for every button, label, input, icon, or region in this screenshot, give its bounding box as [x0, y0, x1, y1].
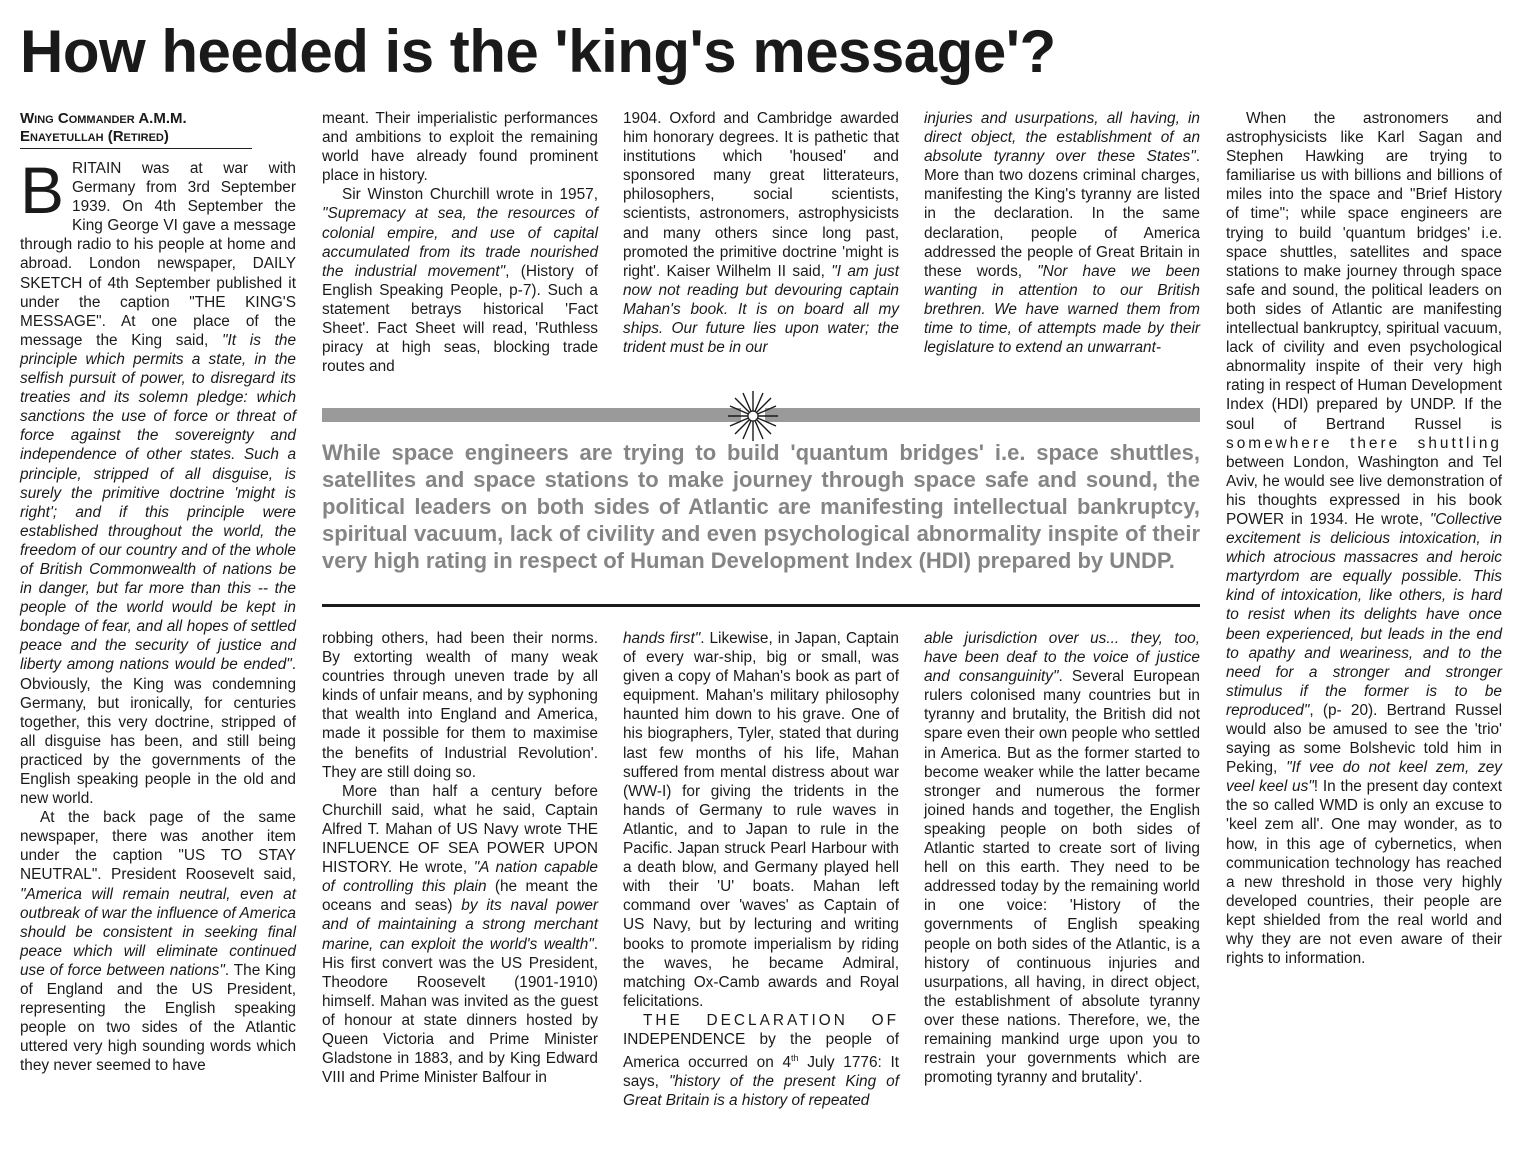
column-1 [20, 110, 296, 1076]
byline [20, 110, 252, 149]
paragraph: When the astronomers and astrophysicists like Karl Sagan and Stephen Hawking are trying to familiarise us with billions and billions of miles into the space and "Brief History of time"; while space engineers are trying to build 'quantum bridges' i.e. space shuttles, satellites and space stations to make journey through space safe and sound, the political leaders on both sides of Atlantic are manifesting intellectual bankruptcy, spiritual vacuum, lack of civility and even psychological abnormality inspite of their very high rating in respect of Human Development Index (HDI) prepared by UNDP. If the soul of Bertrand Russel is somewhere there shuttling between London, Washington and Tel Aviv, he would see live demonstration of his thoughts expressed in his book POWER in 1934. He wrote, "Collective excitement is delicious intoxication, in which atrocious massacres and heroic martyrdom are equally possible. This kind of intoxication, like others, is hard to resist when its delights have once been experienced, but leads in the end to apathy and weariness, and to the need for a stronger and stronger stimulus if the former is to be reproduced", (p- 20). Bertrand Russel would also be amused to see the 'trio' saying as some Bolshevic told him in Peking, "If vee do not keel zem, zey veel keel us"! In the present day context the so called WMD is only an excuse to 'keel zem all'. One may wonder, as to how, in this age of cybernetics, when communication technology has reached a new threshold in those very highly developed countries, their people are kept shielded from the real world and why they are not even aware of their rights to information. [1226, 110, 1502, 968]
headline: How heeded is the 'king's message'? [20, 18, 1056, 85]
starburst-icon [727, 390, 779, 442]
column-3-top [623, 109, 899, 357]
paragraph: At the back page of the same newspaper, there was another item under the caption "US TO STAY NEUTRAL". President Roosevelt said, "America will remain neutral, even at outbreak of war the influence of America should be consistent in seeking final peace which will eliminate continued use of force between nations". The King of England and the US President, representing the English speaking people on two sides of the Atlantic uttered very high sounding words which they never seemed to have [20, 809, 296, 1075]
pull-quote-box [322, 404, 1200, 610]
paragraph: injuries and usurpations, all having, in direct object, the establishment of an absolute tyranny over these States". More than two dozens criminal charges, manifesting the King's tyranny are listed in the declaration. In the same declaration, people of America addressed the people of Great Britain in these words, "Nor have we been wanting in attention to our British brethren. We have warned them from time to time, of attempts made by their legislature to extend an unwarrant- [924, 110, 1200, 357]
drop-cap: B [20, 153, 65, 227]
paragraph: meant. Their imperialistic performances and ambitions to exploit the remaining world have already found prominent place in history. [322, 110, 598, 185]
column-3-bottom [623, 629, 899, 1110]
paragraph: able jurisdiction over us... they, too, have been deaf to the voice of justice and consanguinity". Several European rulers colonised many countries but in tyranny and brutality, the British did not spare even their own people who settled in America. But as the former started to become weaker while the latter became stronger and numerous the former joined hands and together, the English speaking people on both sides of Atlantic started to create sort of living hell on this earth. They need to be addressed today by the remaining world in one voice: 'History of the governments of English speaking people on both sides of the Atlantic, is a history of continuous injuries and usurpations, all having, in direct object, the establishment of absolute tyranny over these nations. Therefore, we, the remaining mankind urge upon you to restrain your governments which are promoting tyranny and brutality'. [924, 630, 1200, 1087]
column-4-top [924, 109, 1200, 357]
paragraph: hands first". Likewise, in Japan, Captain of every war-ship, big or small, was given a copy of Mahan's book as part of equipment. Mahan's military philosophy haunted him down to his grave. One of his biographers, Tyler, stated that during last few months of his life, Mahan suffered from mental distress about war (WW-I) for giving the tridents in the hands of Germany to rule waves in Atlantic, and to Japan to rule in the Pacific. Japan struck Pearl Harbour with a death blow, and Germany played hell with their 'U' boats. Mahan left command over 'waves' as Captain of US Navy, but by lecturing and writing books to promote imperialism by riding the waves, he became Admiral, matching Ox-Camb awards and Royal felicitations. [623, 630, 899, 1010]
pull-quote-text: While space engineers are trying to build 'quantum bridges' i.e. space shuttles, satellites and space stations to make journey through space safe and sound, the political leaders on both sides of Atlantic are manifesting intellectual bankruptcy, spiritual vacuum, lack of civility and even psychological abnormality inspite of their very high rating in respect of Human Development Index (HDI) prepared by UNDP. [322, 440, 1200, 573]
column-2-bottom [322, 629, 598, 1087]
paragraph: Sir Winston Churchill wrote in 1957, "Supremacy at sea, the resources of colonial empire, and use of capital accumulated from its trade nourished the industrial movement", (History of English Speaking People, p-7). Such a statement betrays historical 'Fact Sheet'. Fact Sheet will read, 'Ruthless piracy at high seas, blocking trade routes and [322, 186, 598, 376]
byline-line-1: Wing Commander A.M.M. [20, 110, 187, 127]
paragraph: robbing others, had been their norms. By extorting wealth of many weak countries through uneven trade by all kinds of unfair means, and by syphoning that wealth into England and America, made it possible for them to maximise the benefits of Industrial Revolution'. They are still doing so. [322, 630, 598, 781]
paragraph: BRITAIN was at war with Germany from 3rd September 1939. On 4th September the King George VI gave a message through radio to his people at home and abroad. London newspaper, DAILY SKETCH of 4th September published it under the caption "THE KING'S MESSAGE". At one place of the message the King said, "It is the principle which permits a state, in the selfish pursuit of power, to disregard its treaties and its solemn pledge: which sanctions the use of force or threat of force against the sovereignty and independence of other states. Such a principle, stripped of all disguise, is surely the primitive doctrine 'might is right'; and if this principle were established throughout the world, the freedom of our country and of the whole of British Commonwealth of nations be in danger, but far more than this -- the people of the world would be kept in bondage of fear, and all hopes of settled peace and the security of justice and liberty among nations would be ended". Obviously, the King was condemning Germany, but ironically, for centuries together, this very doctrine, stripped of all disguise has been, and still being practiced by the governments of the English speaking people in the old and new world. [20, 153, 297, 808]
byline-line-2: Enayetullah (Retired) [20, 128, 169, 145]
column-5 [1226, 109, 1502, 968]
pull-quote-bottom-rule [322, 604, 1200, 607]
paragraph: THE DECLARATION OF INDEPENDENCE by the people of America occurred on 4th July 1776: It says, "history of the present King of Great Britain is a history of repeated [623, 1011, 899, 1110]
paragraph: More than half a century before Churchill said, what he said, Captain Alfred T. Mahan of US Navy wrote THE INFLUENCE OF SEA POWER UPON HISTORY. He wrote, "A nation capable of controlling this plain (he meant the oceans and seas) by its naval power and of maintaining a strong merchant marine, can exploit the world's wealth". His first convert was the US President, Theodore Roosevelt (1901-1910) himself. Mahan was invited as the guest of honour at state dinners hosted by Queen Victoria and Prime Minister Gladstone in 1883, and by King Edward VIII and Prime Minister Balfour in [322, 782, 598, 1087]
paragraph: 1904. Oxford and Cambridge awarded him honorary degrees. It is pathetic that institutions which 'housed' and sponsored many great litterateurs, philosophers, social scientists, scientists, astronomers, astrophysicists and many others since long past, promoted the primitive doctrine 'might is right'. Kaiser Wilhelm II said, "I am just now not reading but devouring captain Mahan's book. It is on board all my ships. Our future lies upon water; the trident must be in our [623, 110, 899, 357]
column-2-top [322, 109, 598, 376]
column-4-bottom [924, 629, 1200, 1087]
